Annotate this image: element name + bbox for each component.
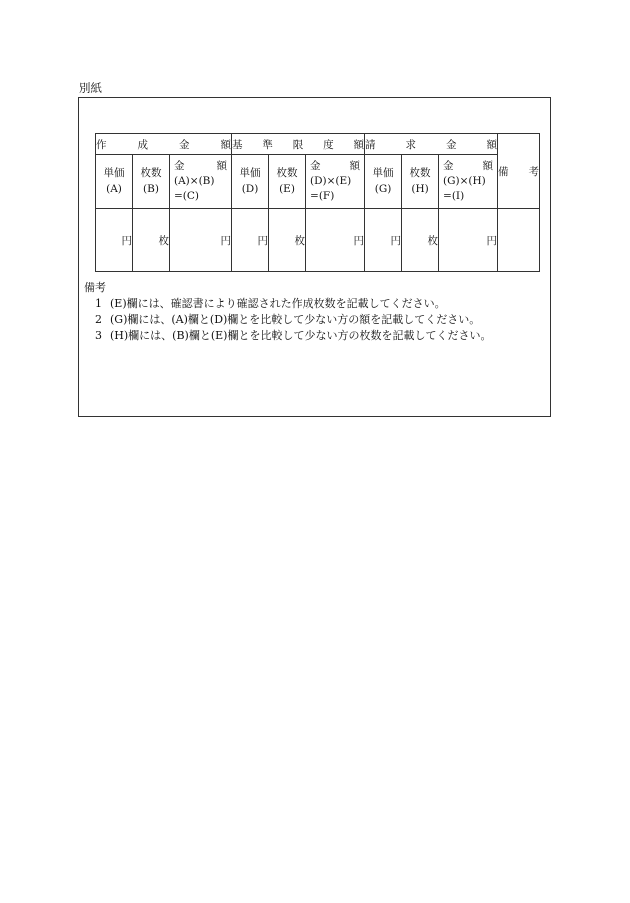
header-line: (D) bbox=[241, 182, 259, 195]
note-item bbox=[84, 328, 491, 344]
group-header-creation: 作 成 金 額 bbox=[96, 134, 232, 155]
header-line: 額 bbox=[349, 159, 361, 172]
header-line: (A)×(B) bbox=[174, 174, 215, 187]
notes-heading: 備考 bbox=[84, 281, 106, 294]
header-line: 金 bbox=[443, 159, 454, 172]
cell-unit-price-a[interactable]: 円 bbox=[96, 209, 133, 272]
note-text: (E)欄には、確認書により確認された作成枚数を記載してください。 bbox=[110, 297, 446, 310]
remarks-header: 備考 bbox=[498, 134, 540, 209]
notes-section bbox=[84, 280, 491, 344]
header-line: (E) bbox=[279, 182, 295, 195]
header-line: 単価 bbox=[239, 167, 261, 180]
header-line: 枚数 bbox=[140, 167, 162, 180]
cell-remarks[interactable] bbox=[498, 209, 540, 272]
group-header-row bbox=[96, 134, 540, 155]
note-number: 1 bbox=[95, 297, 102, 310]
header-line: 枚数 bbox=[409, 167, 431, 180]
header-line: (G)×(H) bbox=[443, 174, 486, 187]
header-amount-i bbox=[439, 155, 498, 209]
header-line: (D)×(E) bbox=[310, 174, 352, 187]
header-line: 額 bbox=[216, 159, 228, 172]
group-header-limit: 基 準 限 度 額 bbox=[232, 134, 365, 155]
header-line: 金 bbox=[174, 159, 185, 172]
note-number: 2 bbox=[95, 313, 102, 326]
header-line: 単価 bbox=[372, 167, 394, 180]
header-count-h bbox=[402, 155, 439, 209]
header-unit-price-g bbox=[365, 155, 402, 209]
page-label: 別紙 bbox=[79, 81, 102, 95]
header-line: 単価 bbox=[103, 167, 125, 180]
cell-count-e[interactable]: 枚 bbox=[269, 209, 306, 272]
header-line: =(I) bbox=[443, 190, 465, 203]
cell-count-b[interactable]: 枚 bbox=[133, 209, 170, 272]
note-item bbox=[84, 296, 491, 312]
header-line: (A) bbox=[106, 182, 122, 195]
header-line: 額 bbox=[482, 159, 494, 172]
header-amount-f bbox=[306, 155, 365, 209]
amount-table bbox=[95, 133, 540, 272]
group-header-claim: 請 求 金 額 bbox=[365, 134, 498, 155]
sub-header-row bbox=[96, 155, 540, 209]
header-line: 金 bbox=[310, 159, 321, 172]
cell-amount-c[interactable]: 円 bbox=[170, 209, 232, 272]
cell-amount-i[interactable]: 円 bbox=[439, 209, 498, 272]
header-line: 枚数 bbox=[276, 167, 298, 180]
header-count-e bbox=[269, 155, 306, 209]
note-text: (G)欄には、(A)欄と(D)欄とを比較して少ない方の額を記載してください。 bbox=[110, 313, 481, 326]
header-line: (H) bbox=[411, 182, 429, 195]
note-text: (H)欄には、(B)欄と(E)欄とを比較して少ない方の枚数を記載してください。 bbox=[110, 329, 492, 342]
header-amount-c bbox=[170, 155, 232, 209]
entry-row bbox=[96, 209, 540, 272]
header-unit-price-d bbox=[232, 155, 269, 209]
header-line: (B) bbox=[143, 182, 159, 195]
cell-unit-price-g[interactable]: 円 bbox=[365, 209, 402, 272]
header-line: =(F) bbox=[310, 190, 335, 203]
note-number: 3 bbox=[95, 329, 102, 342]
cell-unit-price-d[interactable]: 円 bbox=[232, 209, 269, 272]
header-line: (G) bbox=[374, 182, 392, 195]
cell-amount-f[interactable]: 円 bbox=[306, 209, 365, 272]
note-item bbox=[84, 312, 491, 328]
header-unit-price-a bbox=[96, 155, 133, 209]
cell-count-h[interactable]: 枚 bbox=[402, 209, 439, 272]
header-count-b bbox=[133, 155, 170, 209]
header-line: =(C) bbox=[174, 190, 200, 203]
